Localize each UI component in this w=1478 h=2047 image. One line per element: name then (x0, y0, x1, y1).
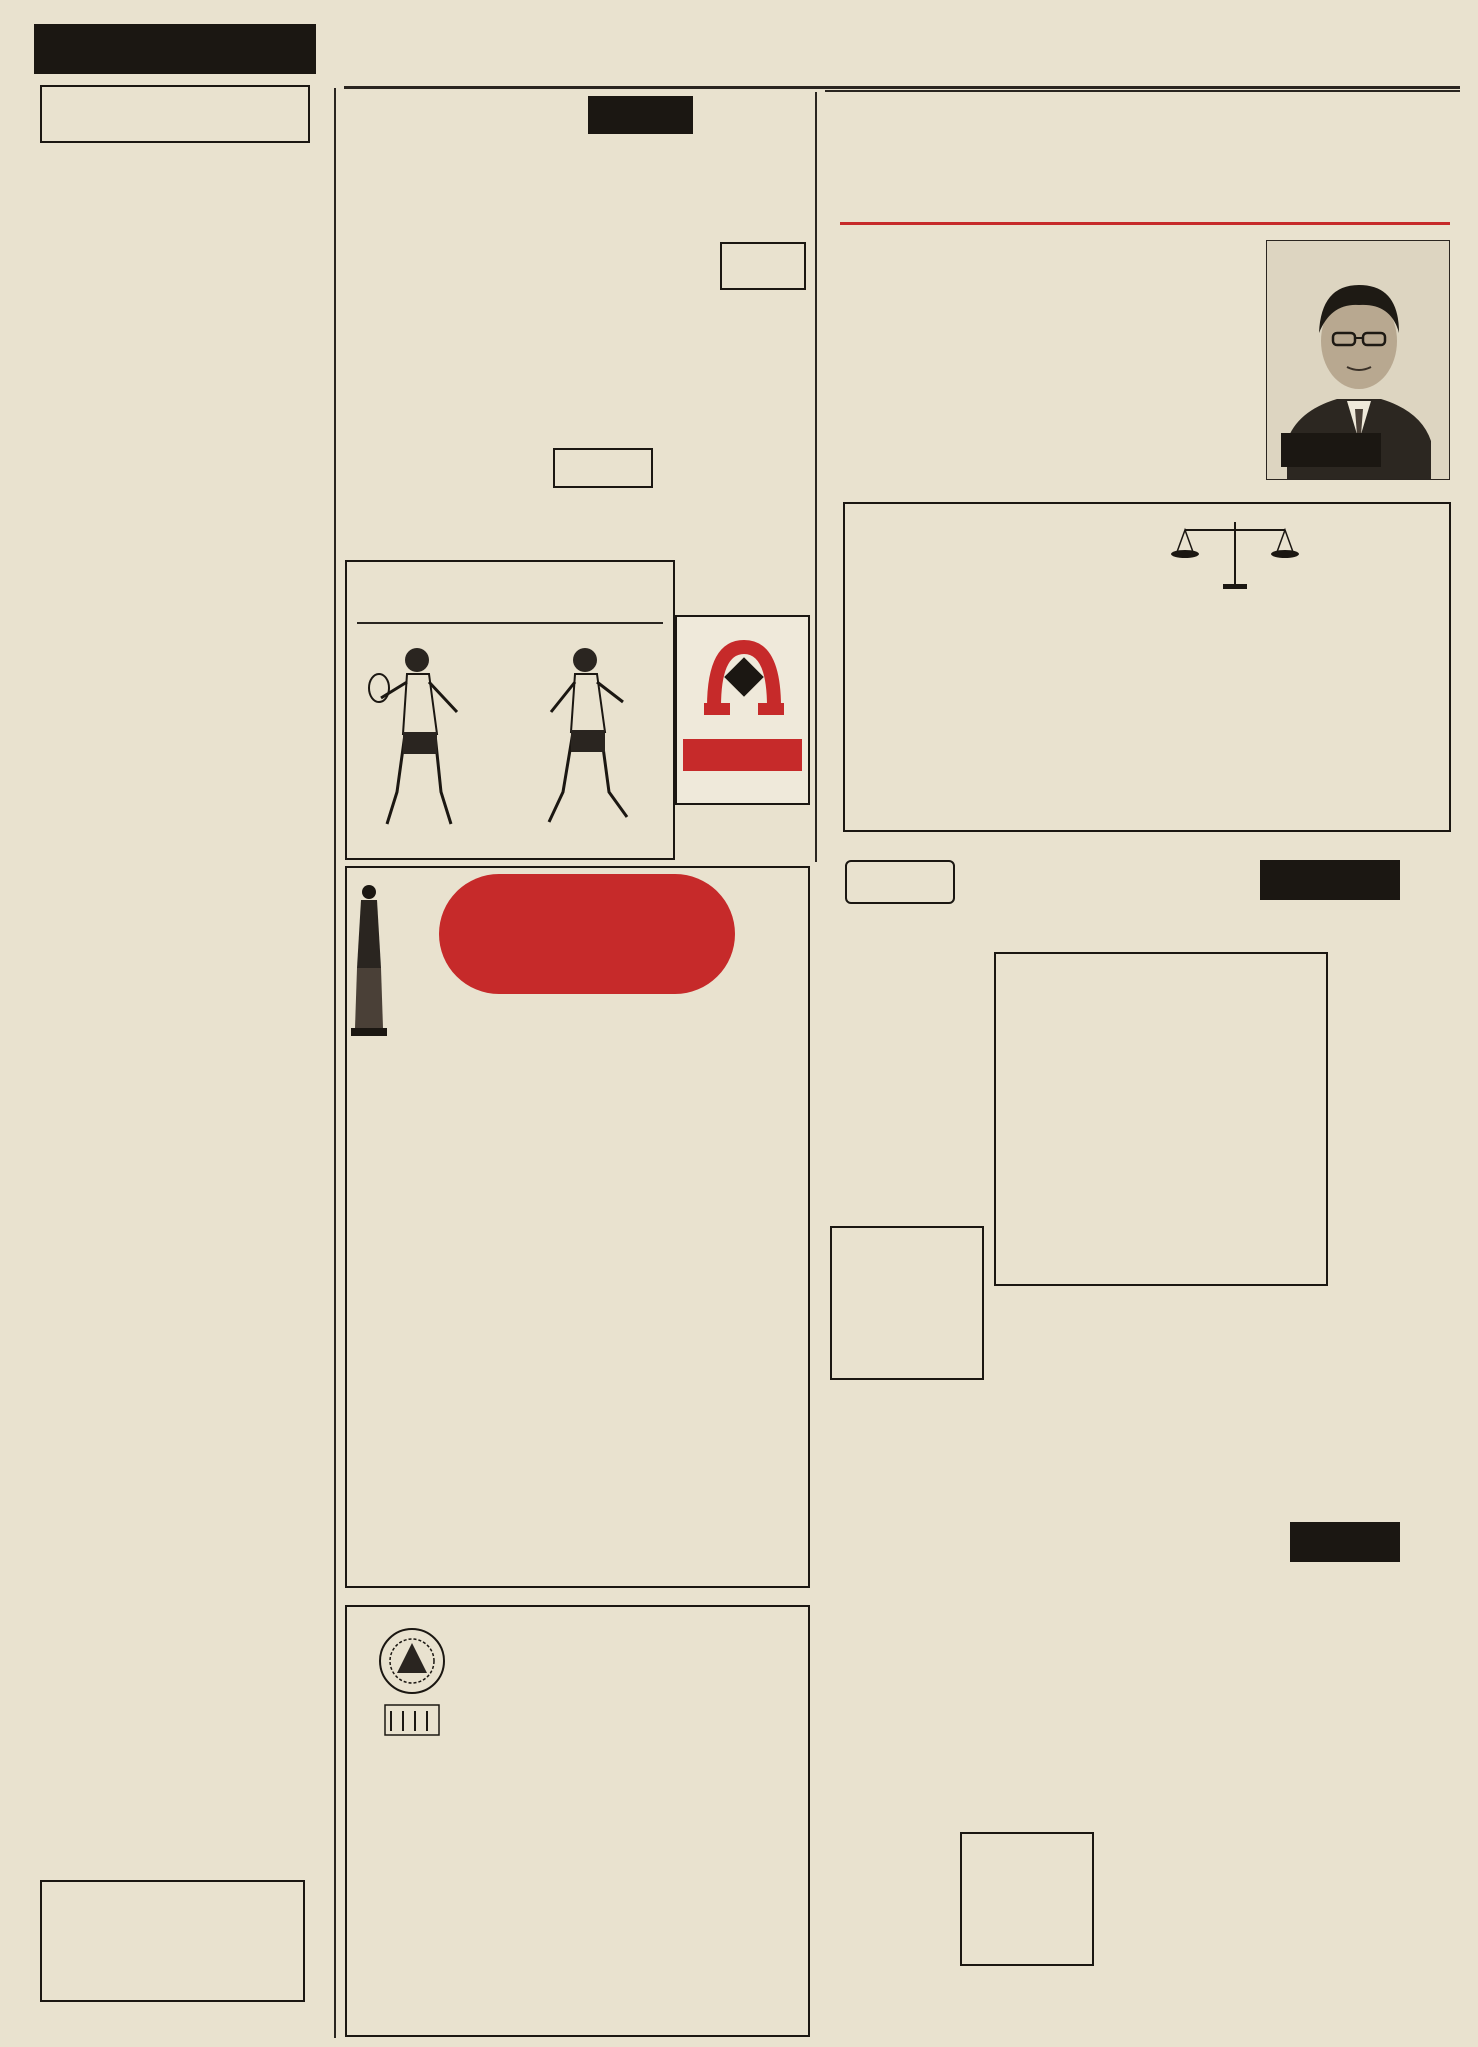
regular-crossword-tag (1260, 860, 1400, 900)
down-clues (994, 1290, 1324, 1470)
statue-icon (351, 878, 387, 1038)
cinema-banner (34, 24, 316, 74)
tennis-player-icon (367, 642, 477, 832)
masthead-rule-2 (825, 90, 1460, 92)
chess-ad (345, 560, 675, 860)
wedding-ad (40, 1880, 305, 2002)
masthead-rule (344, 86, 1460, 89)
special-extra-text (830, 1832, 950, 2032)
cinema-list (36, 186, 318, 1906)
title-underline (840, 222, 1450, 225)
author-photo (1266, 240, 1450, 480)
tv-schedule-a (540, 140, 680, 450)
col-rule-mid (815, 92, 817, 862)
horoscope-right (1214, 596, 1439, 826)
tv-logo (588, 96, 693, 134)
crossword-grid (994, 952, 1328, 1286)
crossword-col-numbers (994, 932, 1324, 950)
crossword-row-numbers (1326, 952, 1348, 1282)
festival-emblem-icon (367, 1621, 457, 1751)
special-solution-grid (960, 1832, 1094, 1966)
article-body (841, 236, 1026, 486)
prev-solution-grid (830, 1226, 984, 1380)
author-name-box (1281, 433, 1381, 467)
article-intro (1036, 236, 1256, 486)
tv-schedule-c (345, 92, 525, 512)
tv-schedule-b (690, 314, 808, 604)
special-crossword-tag (1290, 1522, 1400, 1562)
tv-intro (700, 96, 810, 231)
horoscope-left (859, 514, 1189, 819)
horoscope-box (843, 502, 1451, 832)
special-down-clues (1122, 1900, 1452, 2030)
crossword-side-text (830, 920, 980, 1200)
tv-channel1-box (720, 242, 806, 290)
tile-logo-icon (694, 627, 794, 727)
crossword-section-label (845, 860, 955, 904)
tour-ad (345, 866, 810, 1588)
prev-solution-notes (830, 1392, 980, 1502)
chess-ad-headline (347, 562, 673, 574)
special-side-clues (830, 1548, 1090, 1798)
tile-ad (675, 615, 810, 805)
tile-brand (683, 739, 802, 771)
festival-ad (345, 1605, 810, 2037)
across-clues (1352, 958, 1452, 1368)
tv-channel2-box (553, 448, 653, 488)
tour-headline-banner (439, 874, 735, 994)
cinema-program-box (40, 85, 310, 143)
special-across-clues (1122, 1576, 1452, 1876)
col-rule-left (334, 88, 336, 2038)
runner-figure-icon (527, 642, 637, 832)
